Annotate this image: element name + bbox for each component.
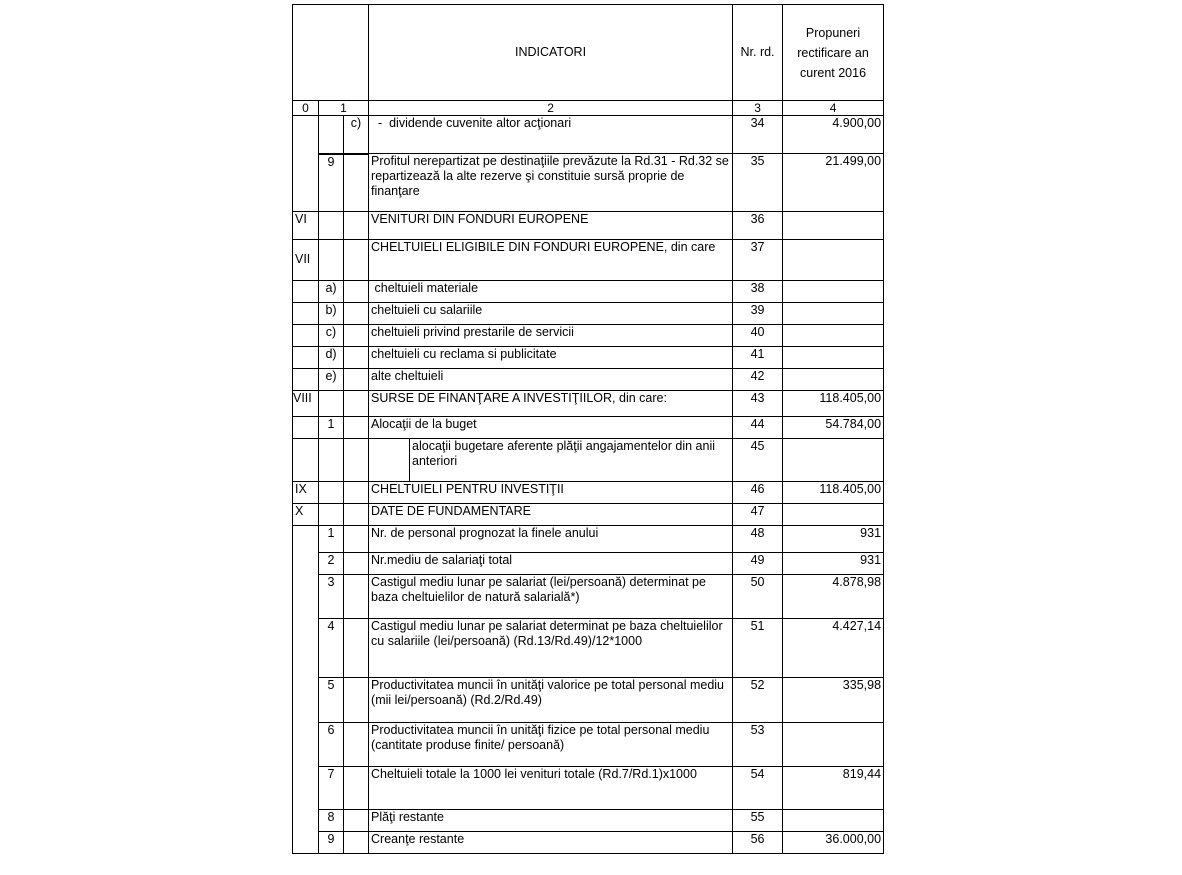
row-indicator-text: Alocaţii de la buget (369, 417, 733, 439)
table-row (293, 347, 884, 369)
row-section-cell: IX (293, 482, 319, 504)
row-nr: 35 (733, 154, 783, 212)
row-letter-cell (344, 575, 369, 619)
row-indicator-text: Profitul nerepartizat pe destinaţiile prevăzute la Rd.31 - Rd.32 se repartizează la alte rezerve şi constituie sursă proprie de finanţare (369, 154, 733, 212)
row-letter-cell (344, 281, 369, 303)
row-number-cell (319, 240, 344, 281)
row-value (783, 325, 884, 347)
table-row (293, 325, 884, 347)
row-letter-cell (344, 439, 369, 482)
row-section-cell (293, 369, 319, 391)
row-indicator-text: cheltuieli cu reclama si publicitate (369, 347, 733, 369)
row-indicator-text: Productivitatea muncii în unităţi fizice pe total personal mediu (cantitate produse finite/ persoană) (369, 723, 733, 767)
row-value: 4.427,14 (783, 619, 884, 678)
table-row (293, 116, 884, 154)
row-nr: 44 (733, 417, 783, 439)
row-indicator-text: CHELTUIELI ELIGIBILE DIN FONDURI EUROPENE, din care (369, 240, 733, 281)
table-row (293, 212, 884, 240)
row-number-cell: 2 (319, 553, 344, 575)
row-nr: 56 (733, 832, 783, 854)
column-index: 4 (783, 101, 884, 116)
row-nr: 34 (733, 116, 783, 154)
table-row (293, 303, 884, 325)
row-number-cell (319, 212, 344, 240)
row-letter-cell (344, 678, 369, 723)
row-number-cell (319, 439, 344, 482)
table-row (293, 723, 884, 767)
row-indicator-text: Castigul mediu lunar pe salariat determinat pe baza cheltuielilor cu salariile (lei/persoană) (Rd.13/Rd.49)/12*1000 (369, 619, 733, 678)
row-section-cell (293, 281, 319, 303)
row-letter-cell (344, 832, 369, 854)
row-nr: 53 (733, 723, 783, 767)
row-letter-cell (344, 212, 369, 240)
row-nr: 40 (733, 325, 783, 347)
row-indicator-text: Creanţe restante (369, 832, 733, 854)
row-letter-cell: c) (344, 116, 369, 154)
row-indicator-text: Cheltuieli totale la 1000 lei venituri totale (Rd.7/Rd.1)x1000 (369, 767, 733, 810)
row-value (783, 723, 884, 767)
row-number-cell: a) (319, 281, 344, 303)
row-value (783, 212, 884, 240)
row-indicator-text: alte cheltuieli (369, 369, 733, 391)
row-letter-cell (344, 391, 369, 417)
row-number-cell: e) (319, 369, 344, 391)
column-index: 2 (369, 101, 733, 116)
row-nr: 41 (733, 347, 783, 369)
table-row (293, 553, 884, 575)
table-row (293, 678, 884, 723)
table-row (293, 575, 884, 619)
row-number-cell: b) (319, 303, 344, 325)
row-letter-cell (344, 723, 369, 767)
row-nr: 50 (733, 575, 783, 619)
row-section-cell: VI (293, 212, 319, 240)
column-index: 3 (733, 101, 783, 116)
row-indicator-text: cheltuieli materiale (369, 281, 733, 303)
row-value: 118.405,00 (783, 391, 884, 417)
row-letter-cell (344, 526, 369, 553)
row-value: 4.900,00 (783, 116, 884, 154)
row-number-cell: 9 (319, 832, 344, 854)
row-section-cell (293, 325, 319, 347)
row-number-cell: 7 (319, 767, 344, 810)
row-section-cell: VIII (293, 391, 319, 417)
row-value: 118.405,00 (783, 482, 884, 504)
row-nr: 49 (733, 553, 783, 575)
row-indicator-text: DATE DE FUNDAMENTARE (369, 504, 733, 526)
table-row (293, 417, 884, 439)
row-letter-cell (344, 482, 369, 504)
header-nr-rd: Nr. rd. (733, 5, 783, 101)
row-indicator-text: - dividende cuvenite altor acţionari (369, 116, 733, 154)
row-indicator-text: Castigul mediu lunar pe salariat (lei/persoană) determinat pe baza cheltuielilor de natură salarială*) (369, 575, 733, 619)
row-number-cell: 8 (319, 810, 344, 832)
table-row (293, 526, 884, 553)
row-number-cell: c) (319, 325, 344, 347)
row-value: 931 (783, 526, 884, 553)
row-letter-cell (344, 347, 369, 369)
row-letter-cell (344, 504, 369, 526)
row-section-cell (293, 417, 319, 439)
row-nr: 38 (733, 281, 783, 303)
header-propuneri: Propuneri rectificare an curent 2016 (783, 5, 884, 101)
table-row (293, 369, 884, 391)
row-number-cell: d) (319, 347, 344, 369)
row-value: 36.000,00 (783, 832, 884, 854)
row-section-cell (293, 116, 319, 212)
row-number-cell: 1 (319, 526, 344, 553)
row-nr: 47 (733, 504, 783, 526)
table-row (293, 281, 884, 303)
row-nr: 52 (733, 678, 783, 723)
row-value (783, 281, 884, 303)
row-number-cell (319, 116, 344, 154)
table-row (293, 391, 884, 417)
row-indicator-cell (369, 439, 733, 482)
row-value (783, 439, 884, 482)
row-number-cell: 5 (319, 678, 344, 723)
row-nr: 43 (733, 391, 783, 417)
row-nr: 55 (733, 810, 783, 832)
row-indicator-text: SURSE DE FINANŢARE A INVESTIŢIILOR, din care: (369, 391, 733, 417)
row-value (783, 504, 884, 526)
row-number-cell (319, 504, 344, 526)
row-value: 4.878,98 (783, 575, 884, 619)
row-value: 819,44 (783, 767, 884, 810)
table-row (293, 810, 884, 832)
sub-indent-cell (369, 439, 410, 481)
row-number-cell: 3 (319, 575, 344, 619)
row-indicator-text: alocaţii bugetare aferente plăţii angajamentelor din anii anteriori (412, 439, 716, 468)
row-section-cell: VII (293, 240, 319, 281)
row-nr: 37 (733, 240, 783, 281)
row-indicator-text: cheltuieli privind prestarile de servicii (369, 325, 733, 347)
row-number-cell: 4 (319, 619, 344, 678)
row-number-cell (319, 482, 344, 504)
table-row (293, 619, 884, 678)
row-value (783, 347, 884, 369)
row-indicator-text: VENITURI DIN FONDURI EUROPENE (369, 212, 733, 240)
row-indicator-text: Nr.mediu de salariaţi total (369, 553, 733, 575)
row-letter-cell (344, 369, 369, 391)
table-row (293, 767, 884, 810)
row-nr: 42 (733, 369, 783, 391)
table-row (293, 439, 884, 482)
table-row (293, 154, 884, 212)
table-row (293, 240, 884, 281)
header-row (293, 5, 884, 101)
row-value: 21.499,00 (783, 154, 884, 212)
row-nr: 48 (733, 526, 783, 553)
row-section-cell: X (293, 504, 319, 526)
row-indicator-text: Plăţi restante (369, 810, 733, 832)
header-indicatori: INDICATORI (369, 5, 733, 101)
row-letter-cell (344, 303, 369, 325)
row-letter-cell (344, 810, 369, 832)
row-nr: 36 (733, 212, 783, 240)
row-section-cell (293, 526, 319, 854)
row-value: 54.784,00 (783, 417, 884, 439)
row-value (783, 810, 884, 832)
row-nr: 39 (733, 303, 783, 325)
row-letter-cell (344, 325, 369, 347)
row-number-cell: 6 (319, 723, 344, 767)
row-letter-cell (344, 417, 369, 439)
row-letter-cell (344, 553, 369, 575)
row-number-cell (319, 391, 344, 417)
column-index: 1 (319, 101, 369, 116)
row-letter-cell (344, 767, 369, 810)
row-number-cell: 1 (319, 417, 344, 439)
row-nr: 51 (733, 619, 783, 678)
row-value (783, 303, 884, 325)
column-index: 0 (293, 101, 319, 116)
row-value (783, 369, 884, 391)
row-nr: 45 (733, 439, 783, 482)
row-letter-cell (344, 240, 369, 281)
row-section-cell (293, 439, 319, 482)
column-index-row (293, 101, 884, 116)
row-indicator-text: Productivitatea muncii în unităţi valorice pe total personal mediu (mii lei/persoană) (Rd.2/Rd.49) (369, 678, 733, 723)
row-nr: 46 (733, 482, 783, 504)
row-section-cell (293, 347, 319, 369)
row-letter-cell (344, 619, 369, 678)
row-value (783, 240, 884, 281)
row-number-cell: 9 (319, 154, 344, 212)
row-section-cell (293, 303, 319, 325)
row-letter-cell (344, 154, 369, 212)
table-row (293, 832, 884, 854)
row-indicator-text: Nr. de personal prognozat la finele anului (369, 526, 733, 553)
header-blank-cell (293, 5, 369, 101)
budget-table (292, 4, 884, 854)
row-nr: 54 (733, 767, 783, 810)
row-value: 335,98 (783, 678, 884, 723)
row-value: 931 (783, 553, 884, 575)
row-indicator-text: CHELTUIELI PENTRU INVESTIŢII (369, 482, 733, 504)
row-indicator-text: cheltuieli cu salariile (369, 303, 733, 325)
table-row (293, 504, 884, 526)
table-row (293, 482, 884, 504)
